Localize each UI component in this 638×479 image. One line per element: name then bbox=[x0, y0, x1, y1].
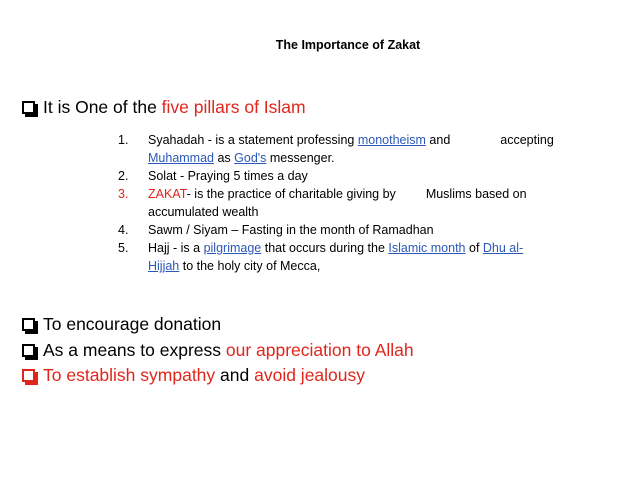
list-item bbox=[118, 167, 608, 185]
item-text-highlight: ZAKAT bbox=[148, 187, 187, 201]
item-text-segment: Hajj - is a bbox=[148, 241, 204, 255]
item-number: 4. bbox=[118, 223, 129, 237]
item-text-segment: Muslims based on bbox=[425, 187, 527, 201]
item-text bbox=[148, 131, 608, 167]
bullet-highlight: five pillars of Islam bbox=[161, 97, 306, 117]
bullet-highlight: To establish sympathy bbox=[43, 365, 216, 385]
list-item bbox=[118, 239, 608, 275]
bullet-five-pillars bbox=[22, 96, 306, 118]
pillars-list bbox=[118, 131, 608, 275]
item-text-segment: Syahadah - is a statement professing bbox=[148, 133, 358, 147]
bullet-sympathy bbox=[22, 364, 365, 386]
item-text-segment: that occurs during the bbox=[261, 241, 389, 255]
bullet-donation bbox=[22, 313, 221, 335]
item-text: Solat - Praying 5 times a day bbox=[148, 169, 308, 183]
list-item bbox=[118, 185, 608, 221]
checkbox-bullet-icon bbox=[22, 369, 35, 382]
link-islamic-month[interactable]: Islamic month bbox=[388, 241, 466, 255]
link-muhammad[interactable]: Muhammad bbox=[148, 151, 214, 165]
page-title: The Importance of Zakat bbox=[275, 38, 421, 52]
bullet-text: As a means to express bbox=[43, 340, 226, 360]
link-monotheism[interactable]: monotheism bbox=[357, 133, 426, 147]
checkbox-bullet-icon bbox=[22, 101, 35, 114]
item-text-segment: and bbox=[425, 133, 451, 147]
bullet-text: To encourage donation bbox=[43, 314, 222, 334]
checkbox-bullet-icon bbox=[22, 318, 35, 331]
link-pilgrimage[interactable]: pilgrimage bbox=[203, 241, 262, 255]
link-dhu-al-hijjah-part1[interactable]: Dhu al- bbox=[482, 241, 524, 255]
bullet-text: and bbox=[215, 365, 255, 385]
item-number: 5. bbox=[118, 241, 129, 255]
item-text-segment: as bbox=[214, 151, 235, 165]
item-text-segment: of bbox=[465, 241, 483, 255]
bullet-highlight: avoid jealousy bbox=[254, 365, 366, 385]
checkbox-bullet-icon bbox=[22, 344, 35, 357]
item-text bbox=[148, 239, 608, 275]
link-gods[interactable]: God's bbox=[234, 151, 267, 165]
list-item bbox=[118, 131, 608, 167]
link-dhu-al-hijjah-part2[interactable]: Hijjah bbox=[148, 259, 180, 273]
item-number: 2. bbox=[118, 169, 129, 183]
item-text: Sawm / Siyam – Fasting in the month of Ramadhan bbox=[148, 223, 434, 237]
item-text-segment: accepting bbox=[500, 133, 554, 147]
bullet-appreciation bbox=[22, 339, 414, 361]
item-number: 3. bbox=[118, 187, 129, 201]
list-item bbox=[118, 221, 608, 239]
item-text-segment: messenger. bbox=[266, 151, 335, 165]
item-text bbox=[148, 185, 608, 221]
item-text-segment: to the holy city of Mecca, bbox=[179, 259, 321, 273]
item-text-segment: - is the practice of charitable giving by bbox=[186, 187, 396, 201]
item-number: 1. bbox=[118, 133, 129, 147]
item-text-segment: accumulated wealth bbox=[148, 205, 259, 219]
bullet-highlight: our appreciation to Allah bbox=[225, 340, 414, 360]
bullet-text: It is One of the bbox=[43, 97, 162, 117]
